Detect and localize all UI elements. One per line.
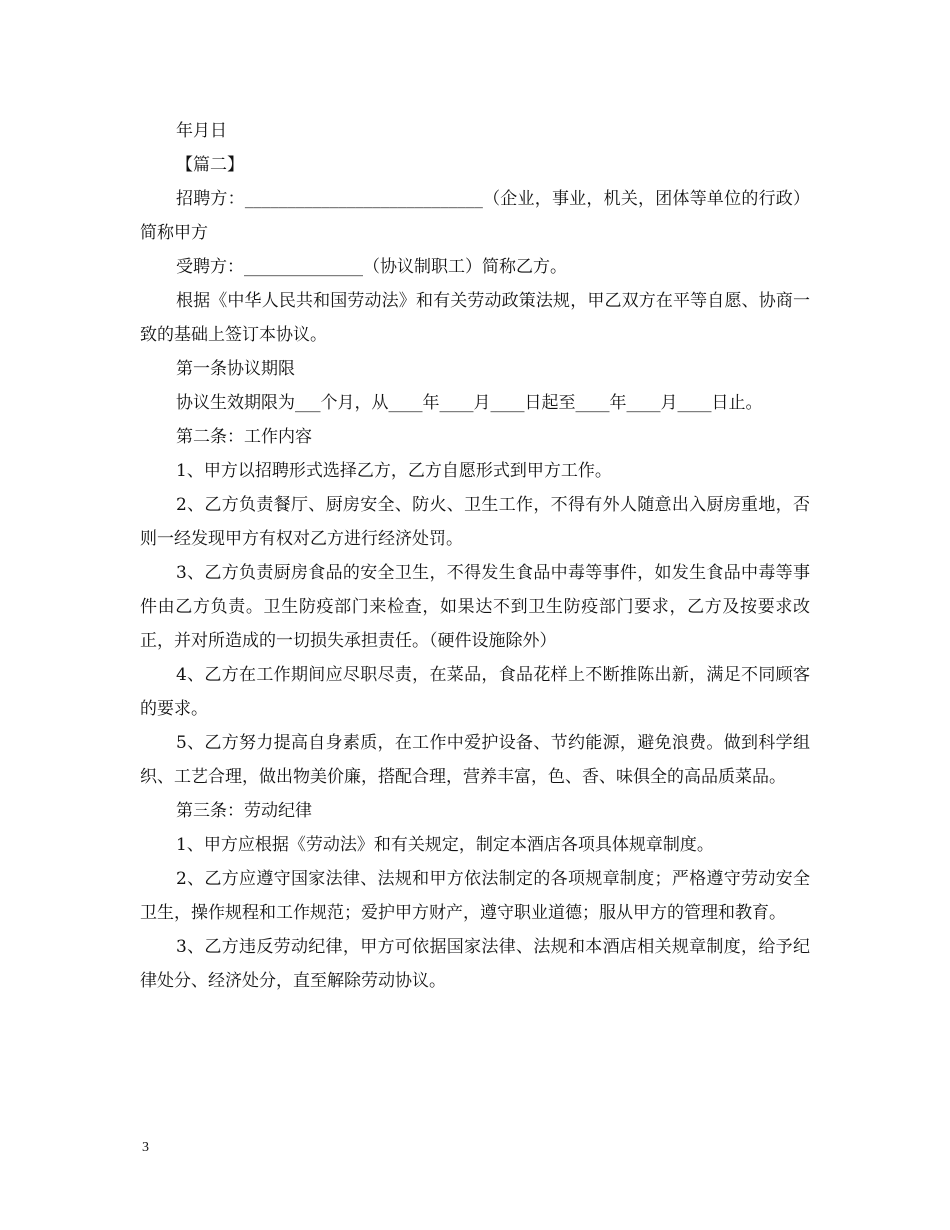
section-heading-part-two: 【篇二】 <box>176 155 244 175</box>
article-1-heading: 第一条协议期限 <box>176 359 295 379</box>
date-line: 年月日 <box>176 121 227 141</box>
article-3-heading: 第三条：劳动纪律 <box>176 801 312 821</box>
preamble-paragraph: 根据《中华人民共和国劳动法》和有关劳动政策法规，甲乙双方在平等自愿、协商一致的基础上签订本协议。 <box>140 291 810 345</box>
article-1-term: 协议生效期限为___个月，从____年____月____日起至____年____月____日止。 <box>176 393 763 413</box>
document-body <box>140 114 810 998</box>
article-3-item-1: 1、甲方应根据《劳动法》和有关规定，制定本酒店各项具体规章制度。 <box>176 835 714 855</box>
employer-line: 招聘方：____________________________（企业，事业，机关，团体等单位的行政）简称甲方 <box>140 189 810 243</box>
article-2-item-5: 5、乙方努力提高自身素质，在工作中爱护设备、节约能源，避免浪费。做到科学组织、工艺合理，做出物美价廉，搭配合理，营养丰富，色、香、味俱全的高品质菜品。 <box>140 733 810 787</box>
employee-line: 受聘方：______________（协议制职工）简称乙方。 <box>176 257 567 277</box>
article-3-item-3: 3、乙方违反劳动纪律，甲方可依据国家法律、法规和本酒店相关规章制度，给予纪律处分、经济处分，直至解除劳动协议。 <box>140 937 810 991</box>
article-2-item-1: 1、甲方以招聘形式选择乙方，乙方自愿形式到甲方工作。 <box>176 461 612 481</box>
page-number: 3 <box>142 1140 149 1155</box>
article-2-item-4: 4、乙方在工作期间应尽职尽责，在菜品，食品花样上不断推陈出新，满足不同顾客的要求。 <box>140 665 810 719</box>
article-2-item-3: 3、乙方负责厨房食品的安全卫生，不得发生食品中毒等事件，如发生食品中毒等事件由乙方负责。卫生防疫部门来检查，如果达不到卫生防疫部门要求，乙方及按要求改正，并对所造成的一切损失承担责任。（硬件设施除外） <box>140 563 810 651</box>
article-3-item-2: 2、乙方应遵守国家法律、法规和甲方依法制定的各项规章制度；严格遵守劳动安全卫生，操作规程和工作规范；爱护甲方财产，遵守职业道德；服从甲方的管理和教育。 <box>140 869 810 923</box>
article-2-item-2: 2、乙方负责餐厅、厨房安全、防火、卫生工作，不得有外人随意出入厨房重地，否则一经发现甲方有权对乙方进行经济处罚。 <box>140 495 810 549</box>
article-2-heading: 第二条：工作内容 <box>176 427 312 447</box>
